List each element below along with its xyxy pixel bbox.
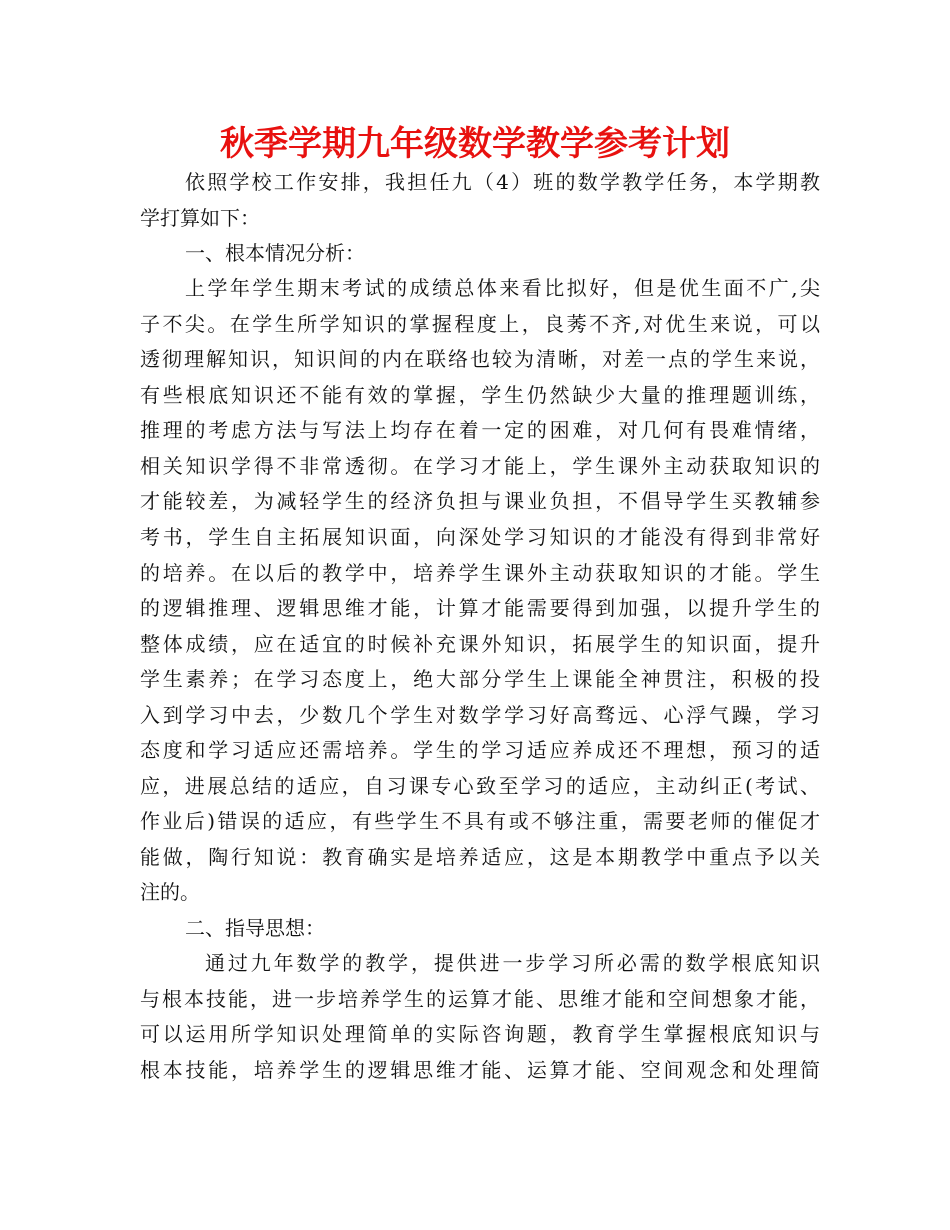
body-line: 子不尖。在学生所学知识的掌握程度上，良莠不齐,对优生来说，可以 — [140, 312, 820, 336]
body-line: 一、根本情况分析： — [185, 241, 365, 265]
body-line: 能做，陶行知说：教育确实是培养适应，这是本期教学中重点予以关 — [140, 845, 820, 869]
body-line: 相关知识学得不非常透彻。在学习才能上，学生课外主动获取知识的 — [140, 454, 820, 478]
body-line: 整体成绩，应在适宜的时候补充课外知识，拓展学生的知识面，提升 — [140, 632, 820, 656]
body-line: 依照学校工作安排，我担任九（4）班的数学教学任务，本学期教 — [185, 170, 820, 194]
body-line: 的逻辑推理、逻辑思维才能，计算才能需要得到加强，以提升学生的 — [140, 596, 820, 620]
body-line: 学打算如下： — [140, 206, 260, 230]
body-line: 与根本技能，进一步培养学生的运算才能、思维才能和空间想象才能， — [140, 987, 820, 1011]
body-line: 透彻理解知识，知识间的内在联络也较为清晰，对差一点的学生来说， — [140, 347, 820, 371]
body-line: 通过九年数学的教学，提供进一步学习所必需的数学根底知识 — [205, 951, 820, 975]
body-line: 考书，学生自主拓展知识面，向深处学习知识的才能没有得到非常好 — [140, 525, 820, 549]
body-line: 应，进展总结的适应，自习课专心致至学习的适应，主动纠正(考试、 — [140, 774, 820, 798]
body-line: 根本技能，培养学生的逻辑思维才能、运算才能、空间观念和处理简 — [140, 1058, 820, 1082]
body-line: 态度和学习适应还需培养。学生的学习适应养成还不理想，预习的适 — [140, 738, 820, 762]
body-line: 学生素养；在学习态度上，绝大部分学生上课能全神贯注，积极的投 — [140, 667, 820, 691]
body-line: 有些根底知识还不能有效的掌握，学生仍然缺少大量的推理题训练， — [140, 383, 820, 407]
body-line: 注的。 — [140, 880, 200, 904]
body-line: 可以运用所学知识处理简单的实际咨询题，教育学生掌握根底知识与 — [140, 1022, 820, 1046]
body-line: 上学年学生期末考试的成绩总体来看比拟好，但是优生面不广,尖 — [185, 276, 820, 300]
body-line: 入到学习中去，少数几个学生对数学学习好高骛远、心浮气躁，学习 — [140, 703, 820, 727]
body-line: 作业后)错误的适应，有些学生不具有或不够注重，需要老师的催促才 — [140, 809, 820, 833]
body-line: 二、指导思想： — [185, 916, 325, 940]
body-line: 的培养。在以后的教学中，培养学生课外主动获取知识的才能。学生 — [140, 561, 820, 585]
body-line: 才能较差，为减轻学生的经济负担与课业负担，不倡导学生买教辅参 — [140, 489, 820, 513]
body-line: 推理的考虑方法与写法上均存在着一定的困难，对几何有畏难情绪， — [140, 418, 820, 442]
document-title: 秋季学期九年级数学教学参考计划 — [220, 124, 730, 164]
